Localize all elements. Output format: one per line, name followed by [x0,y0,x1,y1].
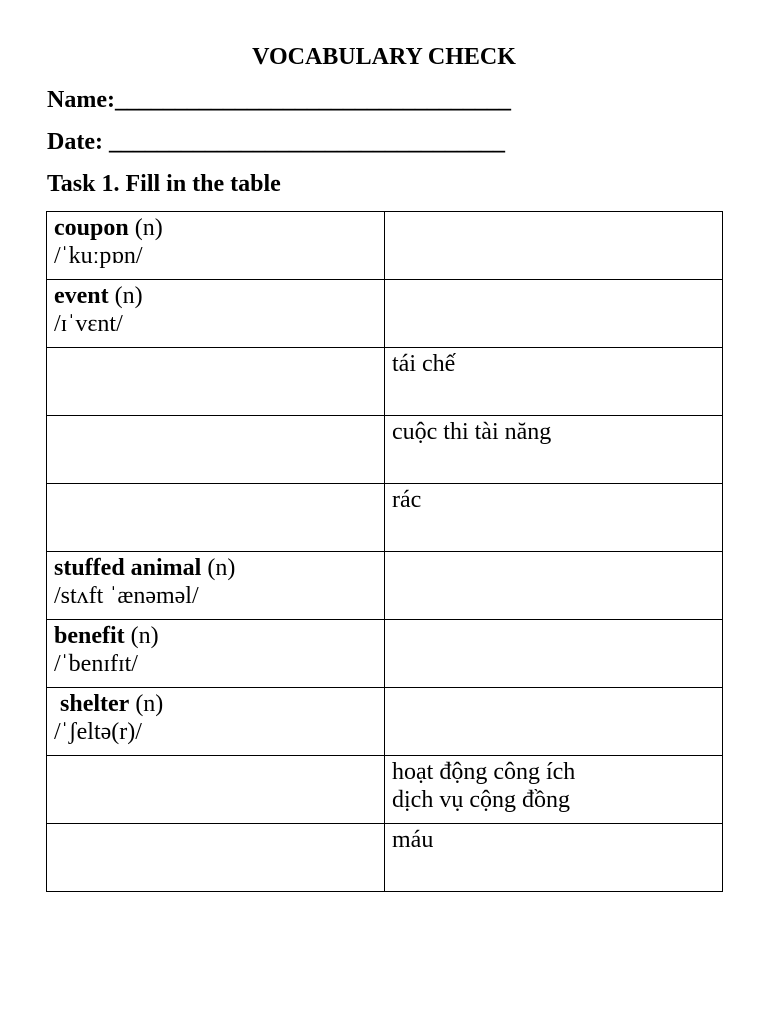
meaning-cell[interactable] [385,688,723,756]
table-row [47,552,723,620]
meaning-cell[interactable] [385,824,723,892]
meaning-text: tái chế [392,351,456,377]
name-line [47,85,511,115]
page-title: VOCABULARY CHECK [252,44,516,70]
pronunciation: /ɪˈvɛnt/ [54,311,123,337]
word-term: benefit [54,623,125,649]
word-term: coupon [54,215,129,241]
table-row [47,756,723,824]
word-cell[interactable] [47,212,385,280]
meaning-text: rác [392,487,422,513]
pronunciation: /stʌft ˈænəməl/ [54,583,199,609]
meaning-text: máu [392,827,434,853]
date-line [47,127,505,157]
word-cell[interactable] [47,824,385,892]
part-of-speech: (n) [124,623,159,649]
date-blank[interactable]: _________________________________ [108,129,505,155]
table-row [47,348,723,416]
word-term: shelter [54,691,130,717]
word-cell[interactable] [47,416,385,484]
meaning-cell[interactable] [385,348,723,416]
meaning-cell[interactable] [385,756,723,824]
name-label: Name: [47,87,115,113]
part-of-speech: (n) [128,215,163,241]
table-row [47,824,723,892]
meaning-cell[interactable] [385,620,723,688]
word-cell[interactable] [47,552,385,620]
meaning-cell[interactable] [385,484,723,552]
word-cell[interactable] [47,756,385,824]
table-row [47,688,723,756]
word-cell[interactable] [47,688,385,756]
word-cell[interactable] [47,484,385,552]
meaning-cell[interactable] [385,552,723,620]
meaning-text: hoạt động công ích [392,759,576,785]
part-of-speech: (n) [129,691,164,717]
pronunciation: /ˈkuːpɒn/ [54,243,143,269]
part-of-speech: (n) [108,283,143,309]
meaning-text-2: dịch vụ cộng đồng [392,787,570,813]
table-row [47,416,723,484]
meaning-cell[interactable] [385,416,723,484]
word-cell[interactable] [47,620,385,688]
meaning-cell[interactable] [385,280,723,348]
word-term: event [54,283,109,309]
table-row [47,212,723,280]
table-row [47,620,723,688]
word-cell[interactable] [47,280,385,348]
word-term: stuffed animal [54,555,202,581]
meaning-cell[interactable] [385,212,723,280]
word-cell[interactable] [47,348,385,416]
name-blank[interactable]: _________________________________ [114,87,511,113]
pronunciation: /ˈbenɪfɪt/ [54,651,138,677]
task-heading: Task 1. Fill in the table [47,171,281,197]
part-of-speech: (n) [201,555,236,581]
date-label: Date: [47,129,109,155]
pronunciation: /ˈʃeltə(r)/ [54,719,142,745]
meaning-text: cuộc thi tài năng [392,419,552,445]
table-row [47,484,723,552]
table-row [47,280,723,348]
vocabulary-table [46,211,723,892]
